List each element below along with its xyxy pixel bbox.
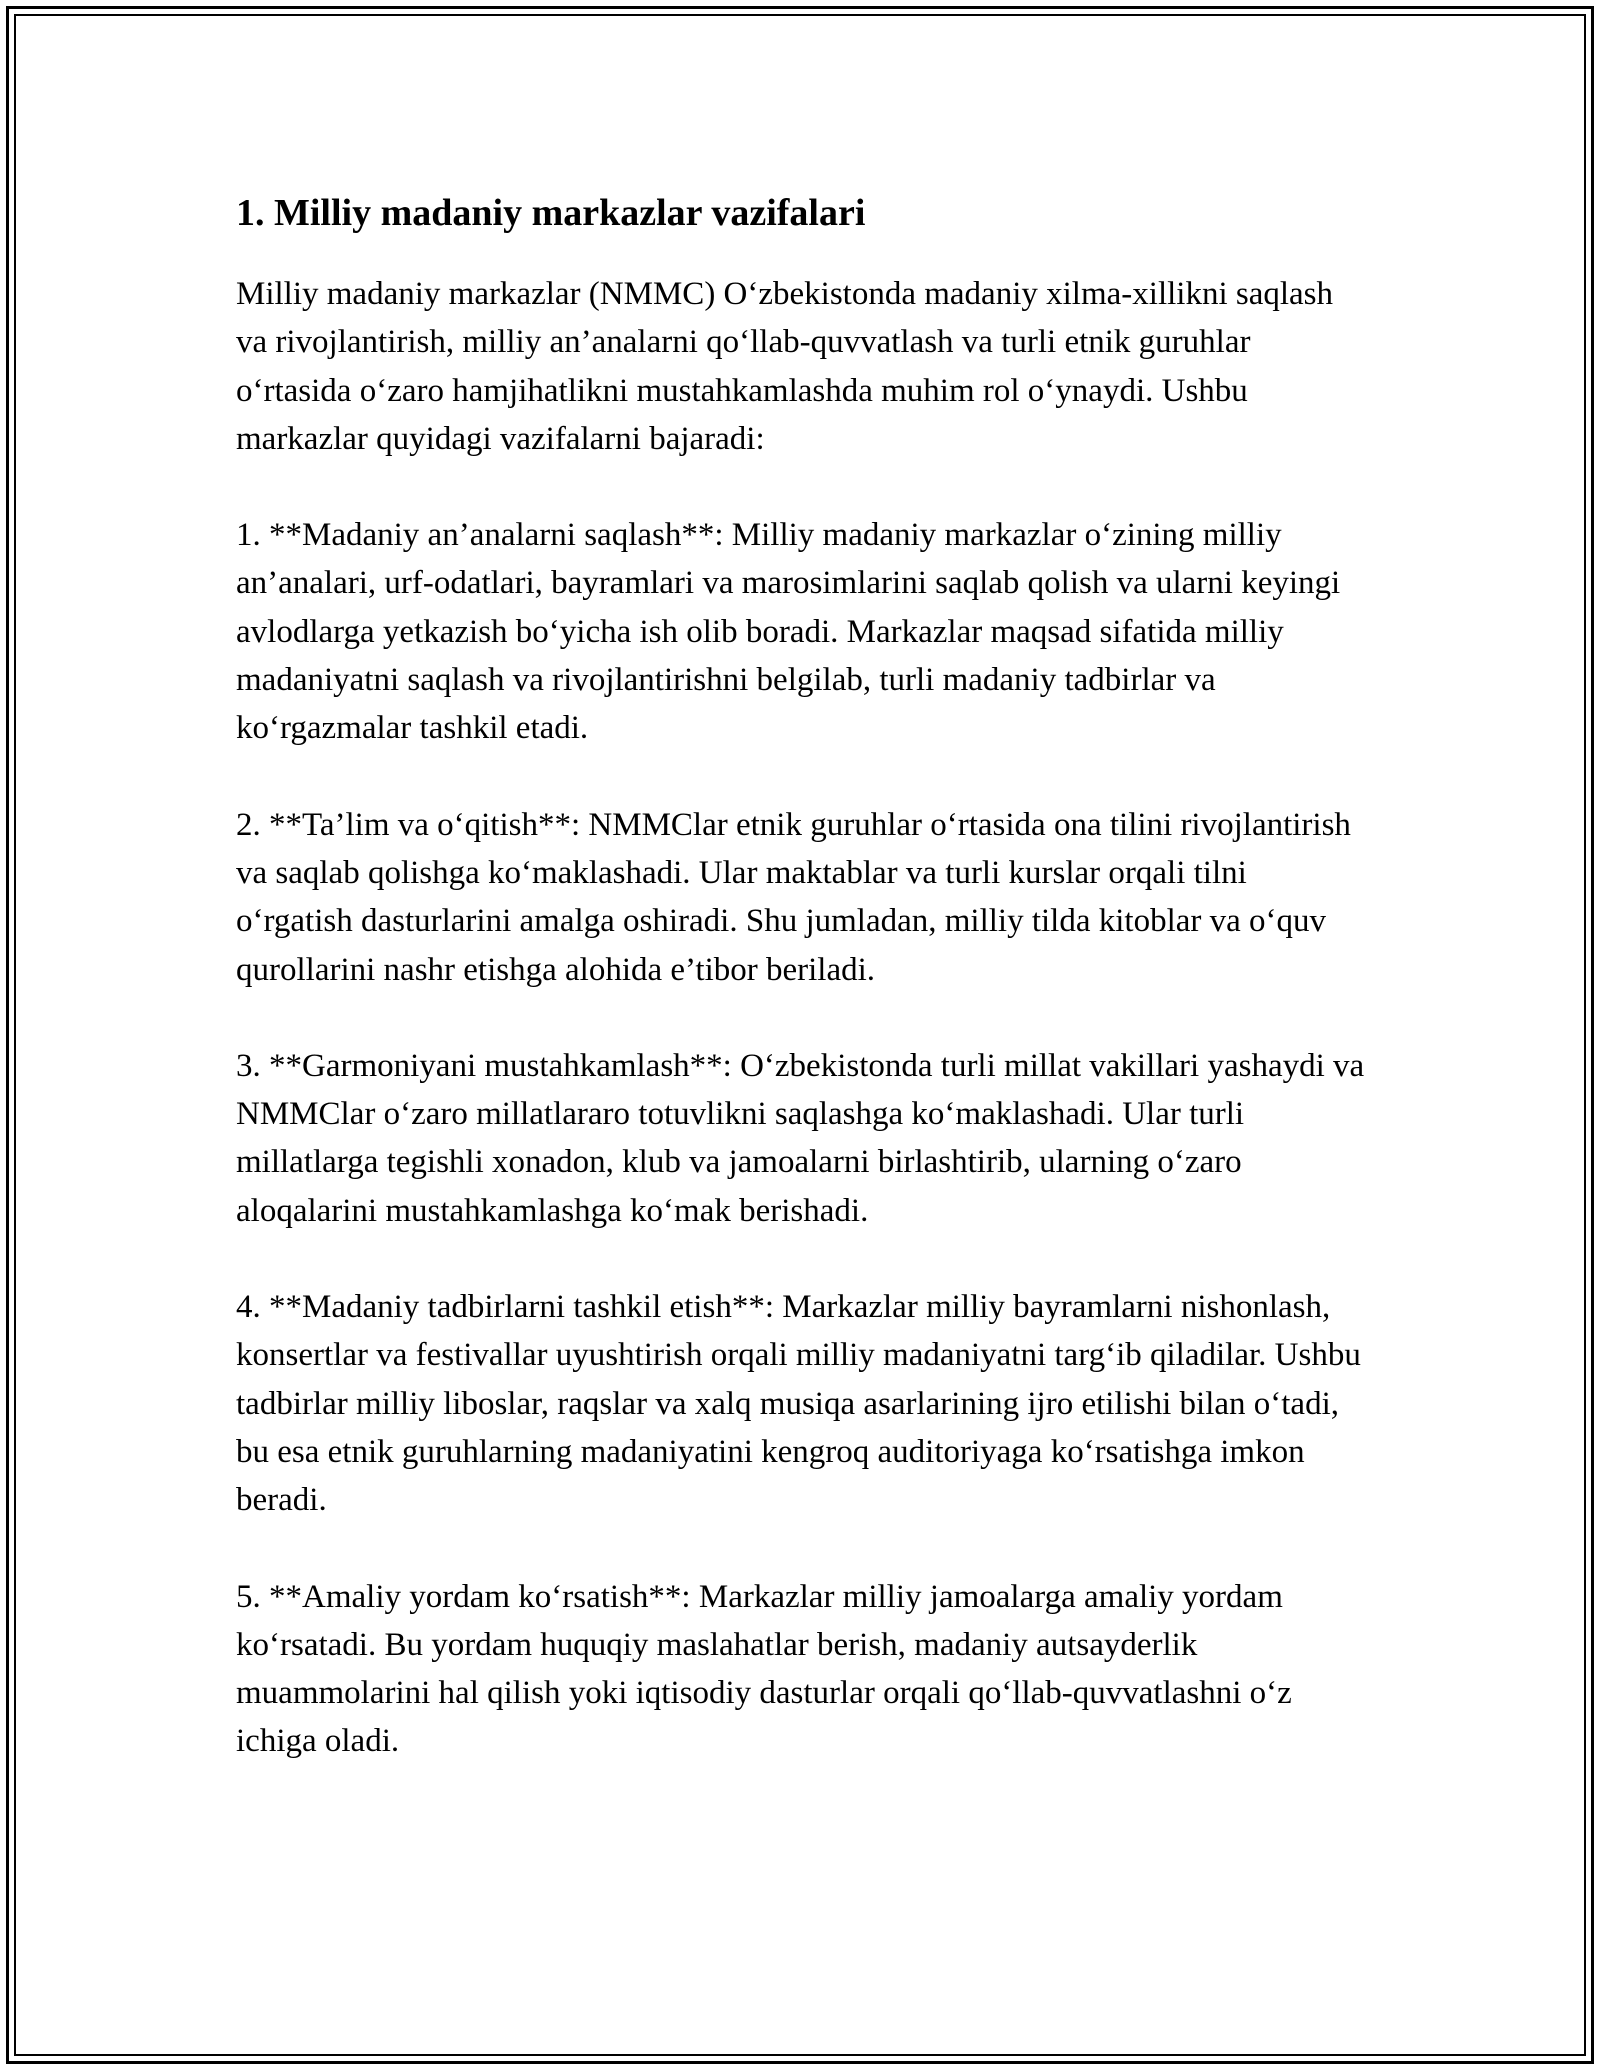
list-item-4-paragraph: 4. **Madaniy tadbirlarni tashkil etish**: Markazlar milliy bayramlarni nishonlash, konsertlar va festivallar uyushtirish orqali milliy madaniyatni targ‘ib qiladilar. Ushbu tadbirlar milliy liboslar, raqslar va xalq musiqa asarlarining ijro etilishi bilan o‘tadi, bu esa etnik guruhlarning madaniyatini kengroq auditoriyaga ko‘rsatishga imkon beradi. xyxy=(236,1289,1361,1519)
list-item-3-paragraph: 3. **Garmoniyani mustahkamlash**: O‘zbekistonda turli millat vakillari yashaydi va NMMClar o‘zaro millatlararo totuvlikni saqlashga ko‘maklashadi. Ular turli millatlarga tegishli xonadon, klub va jamoalarni birlashtirib, ularning o‘zaro aloqalarini mustahkamlashga ko‘mak berishadi. xyxy=(236,1047,1365,1229)
document-body xyxy=(236,186,1366,1766)
list-item-5-paragraph: 5. **Amaliy yordam ko‘rsatish**: Markazlar milliy jamoalarga amaliy yordam ko‘rsatadi. Bu yordam huquqiy maslahatlar berish, madaniy autsayderlik muammolarini hal qilish yoki iqtisodiy dasturlar orqali qo‘llab-quvvatlashni o‘z ichiga oladi. xyxy=(236,1578,1292,1760)
intro-paragraph: Milliy madaniy markazlar (NMMC) O‘zbekistonda madaniy xilma-xillikni saqlash va rivojlantirish, milliy an’analarni qo‘llab-quvvatlash va turli etnik guruhlar o‘rtasida o‘zaro hamjihatlikni mustahkamlashda muhim rol o‘ynaydi. Ushbu markazlar quyidagi vazifalarni bajaradi: xyxy=(236,276,1334,457)
document-title: 1. Milliy madaniy markazlar vazifalari xyxy=(236,192,866,234)
list-item-1-paragraph: 1. **Madaniy an’analarni saqlash**: Milliy madaniy markazlar o‘zining milliy an’analari, urf-odatlari, bayramlari va marosimlarini saqlab qolish va ularni keyingi avlodlarga yetkazish bo‘yicha ish olib boradi. Markazlar maqsad sifatida milliy madaniyatni saqlash va rivojlantirishni belgilab, turli madaniy tadbirlar va ko‘rgazmalar tashkil etadi. xyxy=(236,517,1341,747)
list-item-2-paragraph: 2. **Ta’lim va o‘qitish**: NMMClar etnik guruhlar o‘rtasida ona tilini rivojlantirish va saqlab qolishga ko‘maklashadi. Ular maktablar va turli kurslar orqali tilni o‘rgatish dasturlarini amalga oshiradi. Shu jumladan, milliy tilda kitoblar va o‘quv qurollarini nashr etishga alohida e’tibor beriladi. xyxy=(236,806,1351,988)
